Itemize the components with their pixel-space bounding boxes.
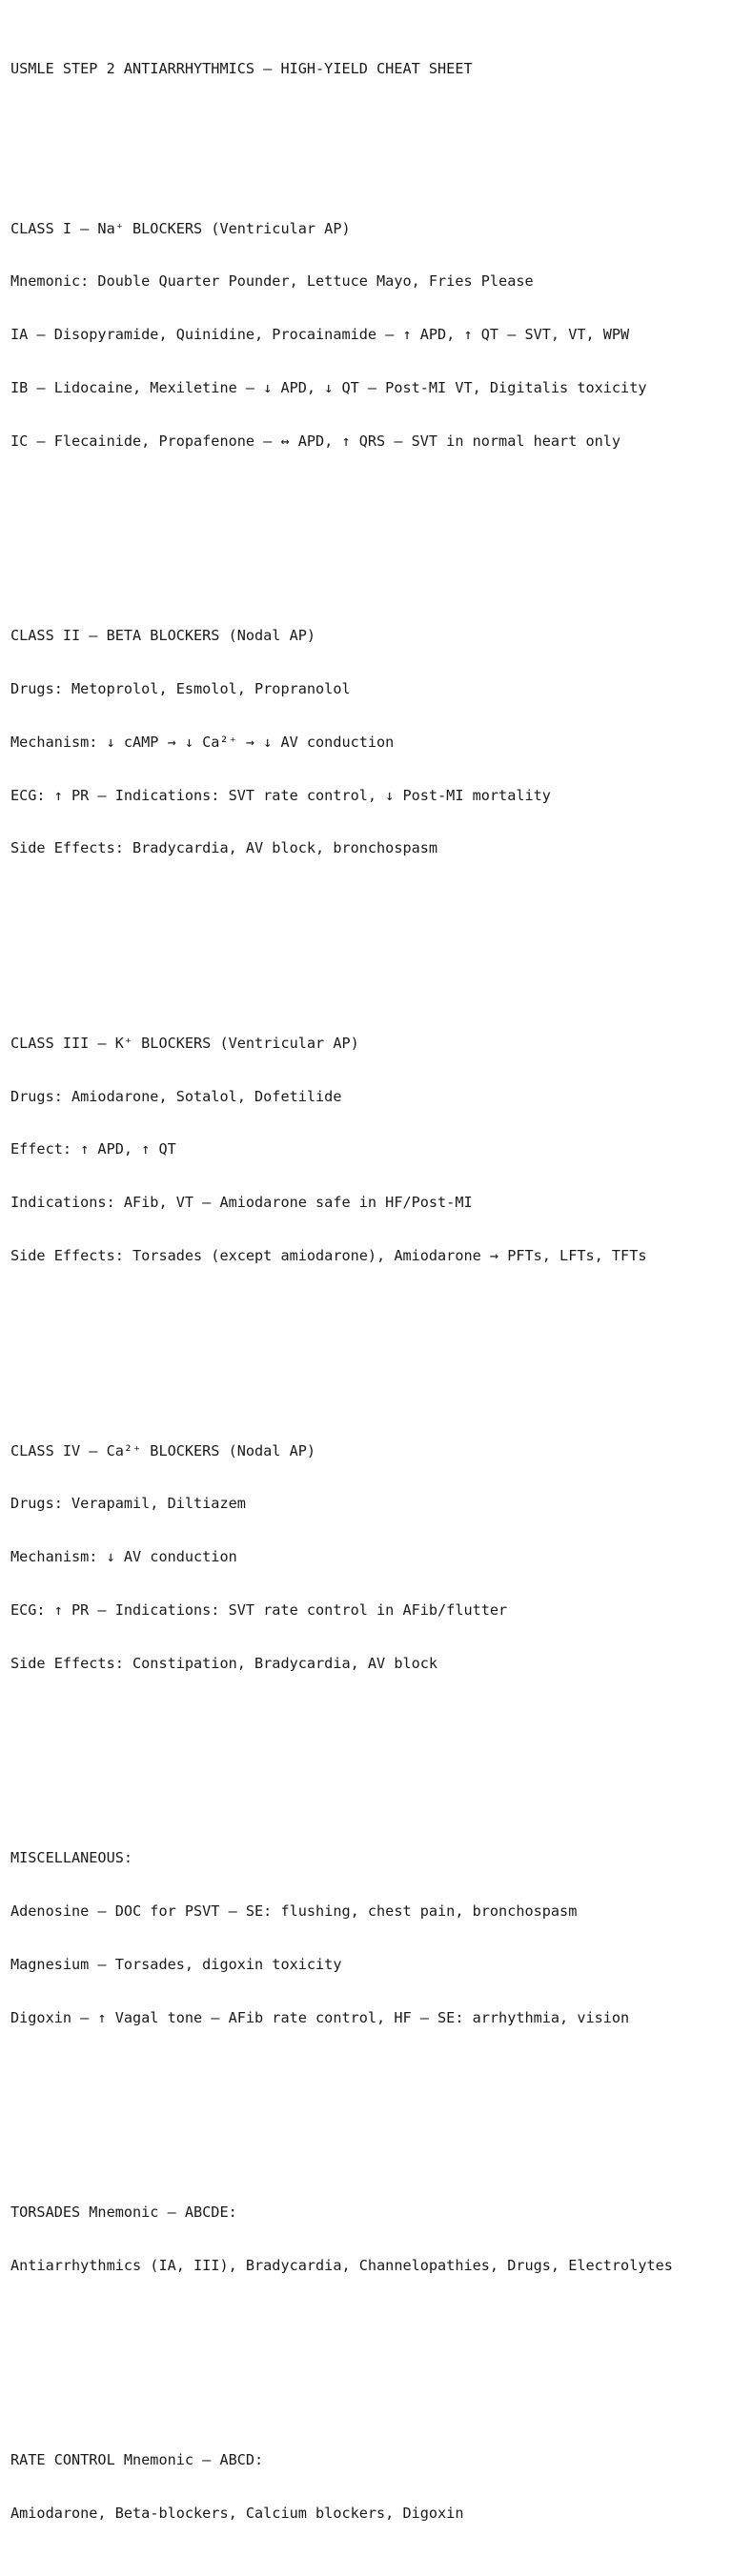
- section-line: Drugs: Metoprolol, Esmolol, Propranolol: [10, 679, 351, 697]
- spacer: [10, 2345, 725, 2364]
- section-miscellaneous: [10, 1814, 725, 2062]
- section-line: ECG: ↑ PR – Indications: SVT rate control in AFib/flutter: [10, 1600, 508, 1619]
- spacer: [10, 2097, 725, 2115]
- section-class-iv: [10, 1406, 725, 1707]
- section-torsades-mnemonic: [10, 2168, 725, 2310]
- section-heading: CLASS II – BETA BLOCKERS (Nodal AP): [10, 627, 316, 645]
- section-line: Mnemonic: Double Quarter Pounder, Lettuce Mayo, Fries Please: [10, 272, 534, 291]
- section-line: Magnesium – Torsades, digoxin toxicity: [10, 1955, 342, 1973]
- document-title: USMLE STEP 2 ANTIARRHYTHMICS – HIGH-YIELD CHEAT SHEET: [10, 60, 473, 78]
- section-heading: CLASS III – K⁺ BLOCKERS (Ventricular AP): [10, 1034, 359, 1052]
- section-line: Amiodarone, Beta-blockers, Calcium blockers, Digoxin: [10, 2505, 464, 2523]
- section-heading: CLASS I – Na⁺ BLOCKERS (Ventricular AP): [10, 219, 351, 237]
- section-line: Side Effects: Constipation, Bradycardia, AV block: [10, 1654, 438, 1672]
- section-rate-control-mnemonic: [10, 2416, 725, 2558]
- section-line: IA – Disopyramide, Quinidine, Procainamide – ↑ APD, ↑ QT – SVT, VT, WPW: [10, 326, 630, 344]
- section-line: Antiarrhythmics (IA, III), Bradycardia, Channelopathies, Drugs, Electrolytes: [10, 2256, 673, 2274]
- section-line: Effect: ↑ APD, ↑ QT: [10, 1140, 176, 1158]
- section-heading: RATE CONTROL Mnemonic – ABCD:: [10, 2451, 264, 2469]
- section-heading: MISCELLANEOUS:: [10, 1849, 133, 1867]
- section-line: IB – Lidocaine, Mexiletine – ↓ APD, ↓ QT – Post-MI VT, Digitalis toxicity: [10, 378, 647, 396]
- spacer: [10, 1336, 725, 1354]
- section-line: Digoxin – ↑ Vagal tone – AFib rate control, HF – SE: arrhythmia, vision: [10, 2008, 630, 2026]
- section-class-i: [10, 184, 725, 485]
- section-line: Side Effects: Bradycardia, AV block, bronchospasm: [10, 839, 438, 857]
- section-line: Drugs: Amiodarone, Sotalol, Dofetilide: [10, 1087, 342, 1105]
- section-line: Side Effects: Torsades (except amiodarone), Amiodarone → PFTs, LFTs, TFTs: [10, 1246, 647, 1264]
- spacer: [10, 928, 725, 946]
- section-line: IC – Flecainide, Propafenone – ↔ APD, ↑ QRS – SVT in normal heart only: [10, 432, 621, 450]
- cheat-sheet-document: [10, 25, 725, 2576]
- section-class-iii: [10, 999, 725, 1300]
- section-line: ECG: ↑ PR – Indications: SVT rate control, ↓ Post-MI mortality: [10, 786, 551, 804]
- section-line: Mechanism: ↓ AV conduction: [10, 1548, 237, 1566]
- section-line: Indications: AFib, VT – Amiodarone safe in HF/Post-MI: [10, 1194, 473, 1212]
- section-line: Mechanism: ↓ cAMP → ↓ Ca²⁺ → ↓ AV conduction: [10, 733, 395, 751]
- spacer: [10, 113, 725, 131]
- spacer: [10, 1743, 725, 1761]
- section-line: Drugs: Verapamil, Diltiazem: [10, 1495, 246, 1513]
- section-heading: CLASS IV – Ca²⁺ BLOCKERS (Nodal AP): [10, 1441, 316, 1459]
- section-line: Adenosine – DOC for PSVT – SE: flushing, chest pain, bronchospasm: [10, 1902, 578, 1920]
- section-class-ii: [10, 592, 725, 893]
- spacer: [10, 521, 725, 539]
- section-heading: TORSADES Mnemonic – ABCDE:: [10, 2204, 237, 2222]
